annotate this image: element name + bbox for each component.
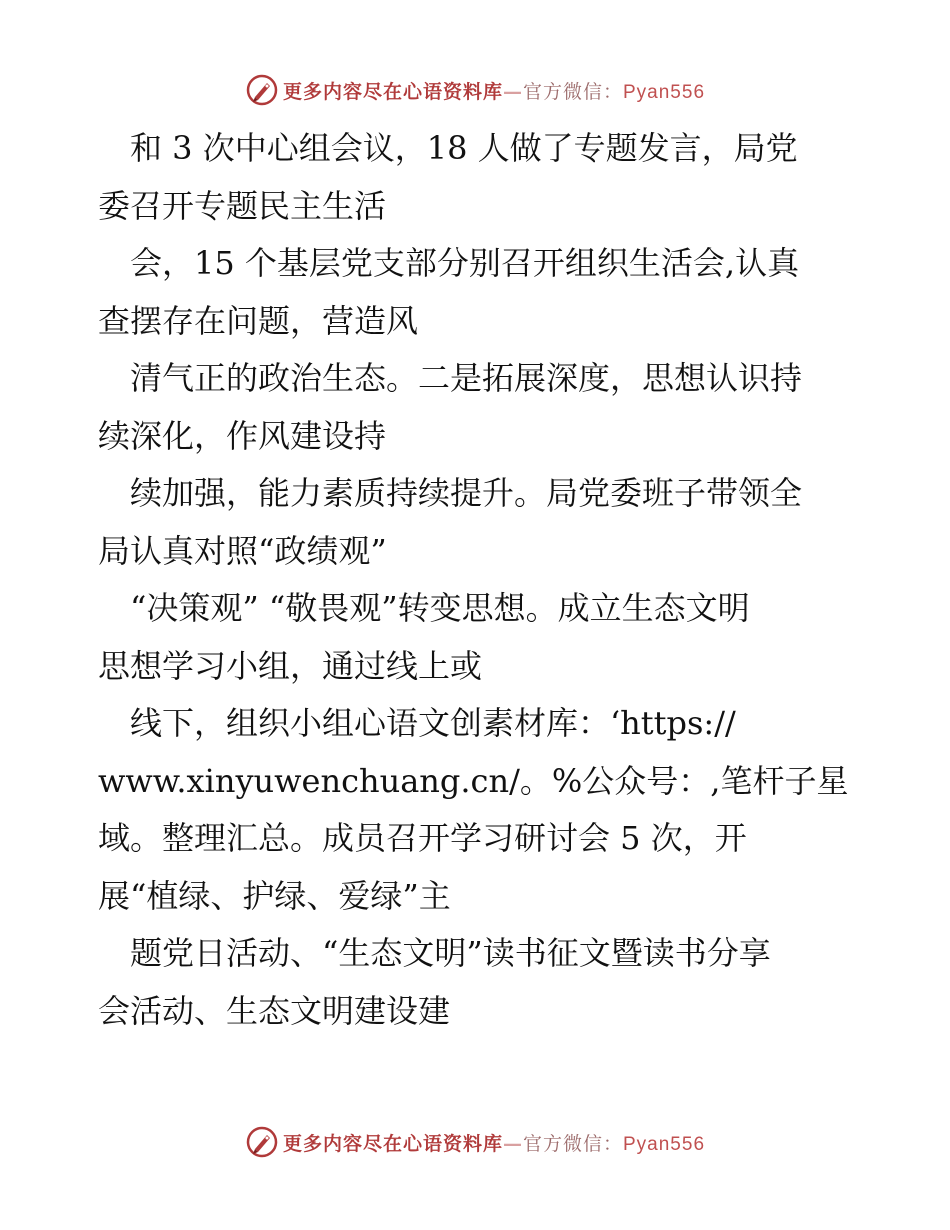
header-brand [283, 77, 705, 104]
header-separator: — [502, 80, 523, 103]
body-line: 续加强，能力素质持续提升。局党委班子带领全 [98, 474, 803, 512]
page-footer [0, 1122, 950, 1162]
body-line: 委召开专题民主生活 [98, 186, 387, 225]
body-line: 和 3 次中心组会议，18 人做了专题发言，局党 [98, 129, 798, 167]
pen-nib-logo-icon [245, 1125, 279, 1159]
body-line: 续深化，作风建设持 [98, 416, 387, 455]
footer-brand [283, 1129, 705, 1156]
header-wechat-label: 官方微信： [522, 80, 623, 103]
pen-nib-logo-icon [245, 73, 279, 107]
body-line: 清气正的政治生态。二是拓展深度，思想认识持 [98, 359, 803, 397]
body-line: 题党日活动、“生态文明”读书征文暨读书分享 [98, 934, 771, 972]
document-body [98, 120, 858, 1040]
body-line: 局认真对照“政绩观” [98, 531, 387, 570]
body-line: 线下，组织小组心语文创素材库：‘https:// [98, 704, 736, 742]
body-line: 查摆存在问题，营造风 [98, 301, 419, 340]
footer-separator: — [502, 1132, 523, 1155]
body-line: 域。整理汇总。成员召开学习研讨会 5 次，开 [98, 819, 747, 857]
page-header [0, 70, 950, 110]
body-line: www.xinyuwenchuang.cn/。%公众号：,笔杆子星 [98, 761, 849, 800]
footer-brand-main: 更多内容尽在心语资料库 [282, 1132, 503, 1155]
body-line: 思想学习小组，通过线上或 [98, 646, 483, 685]
header-wechat-id: Pyan556 [623, 81, 706, 103]
footer-wechat-label: 官方微信： [522, 1132, 623, 1155]
body-line: 展“植绿、护绿、爱绿”主 [98, 876, 451, 915]
footer-wechat-id: Pyan556 [623, 1133, 706, 1155]
body-line: “决策观” “敬畏观”转变思想。成立生态文明 [98, 589, 750, 627]
header-brand-main: 更多内容尽在心语资料库 [282, 80, 503, 103]
body-paragraph [98, 120, 858, 1040]
body-line: 会活动、生态文明建设建 [98, 991, 451, 1030]
body-line: 会，15 个基层党支部分别召开组织生活会,认真 [98, 244, 800, 282]
